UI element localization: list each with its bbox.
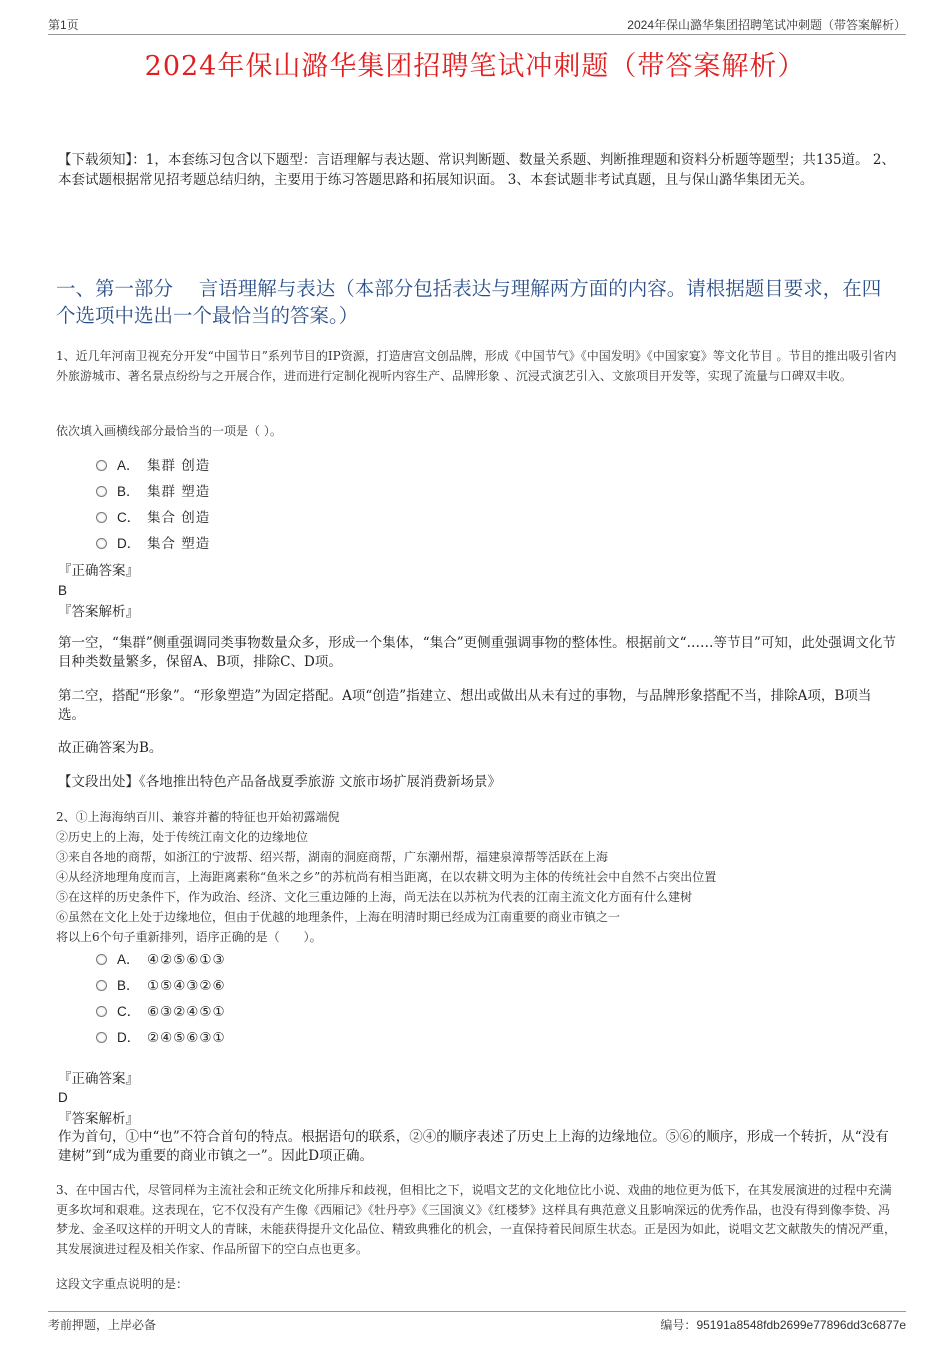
q2-option-c[interactable]: C． ⑥③②④⑤① (96, 1002, 226, 1022)
q2-sentence: ③来自各地的商帮，如浙江的宁波帮、绍兴帮，湖南的洞庭商帮，广东潮州帮，福建泉漳帮等活跃在上海 (56, 850, 609, 864)
question-1-prompt: 依次填入画横线部分最恰当的一项是（ ）。 (56, 424, 282, 438)
radio-icon[interactable] (96, 1032, 107, 1043)
footer-code-value: 95191a8548fdb2699e77896dd3c6877e (696, 1318, 906, 1332)
footer-slogan: 考前押题，上岸必备 (48, 1318, 157, 1332)
q1-option-b[interactable]: B． 集群 塑造 (96, 482, 210, 502)
download-notice: 【下载须知】：1，本套练习包含以下题型：言语理解与表达题、常识判断题、数量关系题、判断推理题和资料分析题等题型；共135道。 2、本套试题根据常见招考题总结归纳，主要用于练习答题思路和拓展知识面。 3、本套试题非考试真题，且与保山潞华集团无关。 (58, 152, 895, 188)
q1-option-c[interactable]: C． 集合 创造 (96, 508, 210, 528)
q2-answer: D (58, 1090, 68, 1105)
q2-sentence: ②历史上的上海，处于传统江南文化的边缘地位 (56, 830, 309, 844)
page-footer (48, 1311, 906, 1334)
q1-answer-label: 『正确答案』 (58, 563, 139, 579)
page-number: 第1页 (48, 18, 79, 32)
q2-option-b[interactable]: B． ①⑤④③②⑥ (96, 976, 226, 996)
q1-analysis-2: 第二空，搭配“形象”。“形象塑造”为固定搭配。A项“创造”指建立、想出或做出从未有过的事物，与品牌形象搭配不当，排除A项，B项当选。 (58, 688, 872, 723)
page-header (48, 14, 906, 35)
radio-icon[interactable] (96, 1006, 107, 1017)
radio-icon[interactable] (96, 486, 107, 497)
q2-option-d[interactable]: D． ②④⑤⑥③① (96, 1028, 226, 1048)
q1-answer: B (58, 583, 68, 598)
q1-option-a[interactable]: A． 集群 创造 (96, 456, 210, 476)
q2-sentence: 2、①上海海纳百川、兼容并蓄的特征也开始初露端倪 (56, 810, 340, 824)
q1-source: 【文段出处】《各地推出特色产品备战夏季旅游 文旅市场扩展消费新场景》 (58, 774, 502, 790)
q2-analysis: 作为首句，①中“也”不符合首句的特点。根据语句的联系，②④的顺序表述了历史上上海的边缘地位。⑤⑥的顺序，形成一个转折，从“没有建树”到“成为重要的商业市镇之一”。因此D项正确。 (58, 1129, 889, 1164)
radio-icon[interactable] (96, 980, 107, 991)
radio-icon[interactable] (96, 538, 107, 549)
q2-analysis-label: 『答案解析』 (58, 1111, 139, 1127)
footer-code-label: 编号： (660, 1318, 697, 1332)
question-2-sentences (56, 807, 898, 947)
question-3-prompt: 这段文字重点说明的是： (56, 1277, 189, 1291)
question-1-text: 1、近几年河南卫视充分开发“中国节日”系列节目的IP资源，打造唐宫文创品牌，形成《中国节气》《中国发明》《中国家宴》等文化节目 。节目的推出吸引省内外旅游城市、著名景点纷纷与之开展合作，进而进行定制化视听内容生产、品牌形象 、沉浸式演艺引入、文旅项目开发等，实现了流量与口碑双丰收。 (56, 349, 897, 383)
q2-answer-label: 『正确答案』 (58, 1071, 139, 1087)
radio-icon[interactable] (96, 512, 107, 523)
q1-analysis-1: 第一空，“集群”侧重强调同类事物数量众多，形成一个集体，“集合”更侧重强调事物的整体性。根据前文“……等节目”可知，此处强调文化节目种类数量繁多，保留A、B项，排除C、D项。 (58, 635, 896, 670)
q2-sentence: ⑤在这样的历史条件下，作为政治、经济、文化三重边陲的上海，尚无法在以苏杭为代表的江南主流文化方面有什么建树 (56, 890, 693, 904)
radio-icon[interactable] (96, 460, 107, 471)
q1-analysis-3: 故正确答案为B。 (58, 740, 163, 756)
q1-analysis-label: 『答案解析』 (58, 604, 139, 620)
q2-prompt: 将以上6个句子重新排列，语序正确的是（ ）。 (56, 930, 322, 944)
document-title: 2024年保山潞华集团招聘笔试冲刺题（带答案解析） (144, 51, 806, 82)
header-doc-title: 2024年保山潞华集团招聘笔试冲刺题（带答案解析） (627, 18, 906, 32)
section-title: 一、第一部分 言语理解与表达（本部分包括表达与理解两方面的内容。请根据题目要求，在四个选项中选出一个最恰当的答案。） (56, 277, 882, 327)
footer-code (660, 1316, 906, 1333)
q1-option-d[interactable]: D． 集合 塑造 (96, 534, 210, 554)
q2-sentence: ⑥虽然在文化上处于边缘地位，但由于优越的地理条件，上海在明清时期已经成为江南重要的商业市镇之一 (56, 910, 621, 924)
q2-sentence: ④从经济地理角度而言，上海距离素称“鱼米之乡”的苏杭尚有相当距离，在以农耕文明为主体的传统社会中自然不占突出位置 (56, 870, 717, 884)
radio-icon[interactable] (96, 954, 107, 965)
q2-option-a[interactable]: A． ④②⑤⑥①③ (96, 950, 226, 970)
question-3-text: 3、在中国古代，尽管同样为主流社会和正统文化所排斥和歧视，但相比之下，说唱文艺的文化地位比小说、戏曲的地位更为低下，在其发展演进的过程中充满更多坎坷和艰难。这表现在，它不仅没有产生像《西厢记》《牡丹亭》《三国演义》《红楼梦》这样具有典范意义且影响深远的优秀作品，也没有得到像李贽、冯梦龙、金圣叹这样的开明文人的青睐，未能获得提升文化品位、精致典雅化的机会，一直保持着民间原生状态。正是因为如此，说唱文艺文献散失的情况严重，其发展演进过程及相关作家、作品所留下的空白点也更多。 (56, 1183, 897, 1256)
